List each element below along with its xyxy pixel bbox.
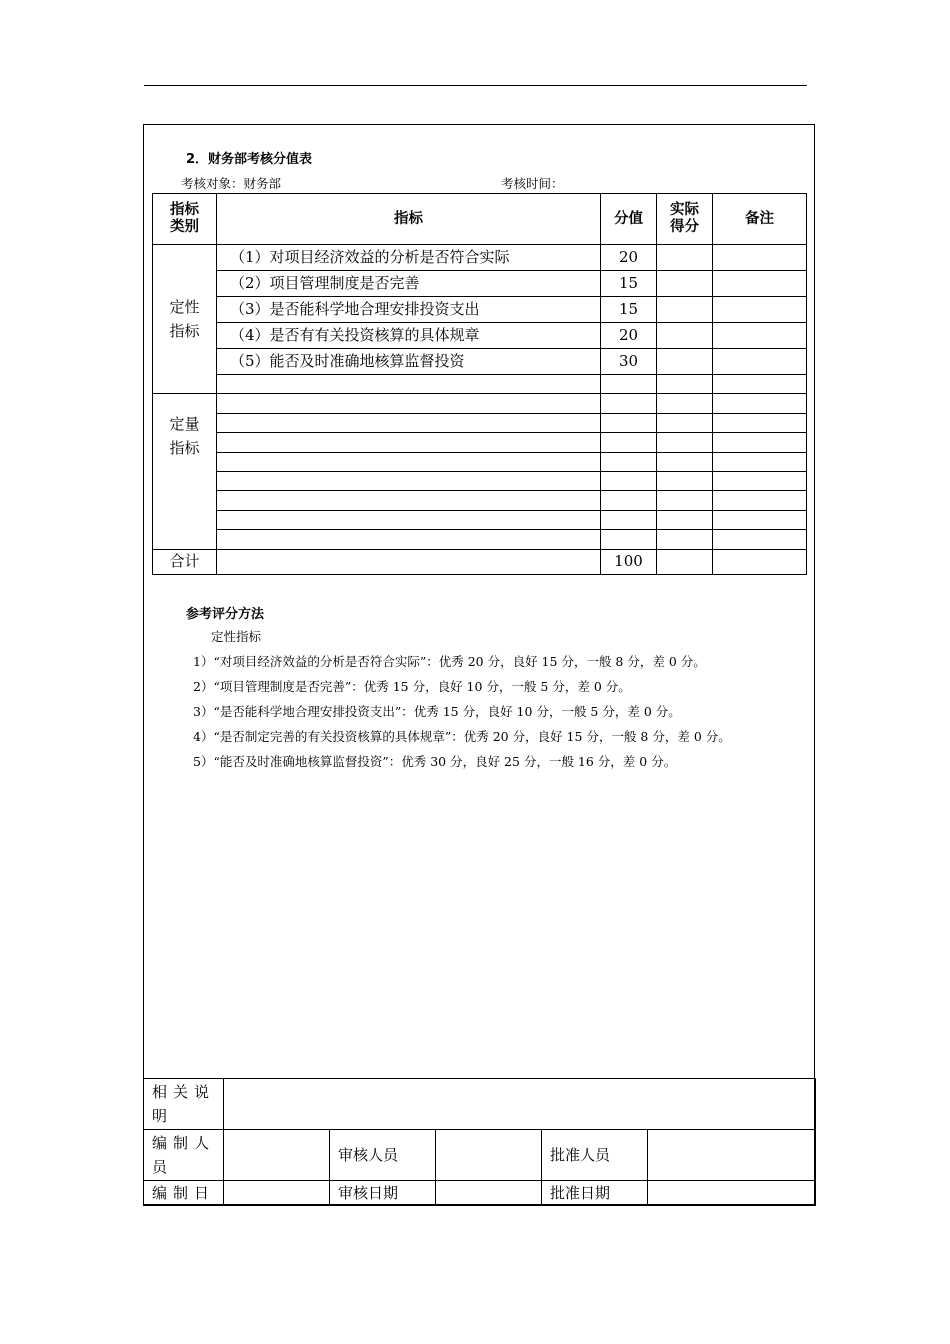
indicator-cell[interactable] <box>217 375 601 394</box>
empty-row <box>153 510 807 529</box>
indicator-cell[interactable] <box>217 530 601 549</box>
table-row <box>153 323 807 349</box>
signature-table <box>143 1078 816 1206</box>
remark-cell[interactable] <box>713 245 807 271</box>
indicator-cell[interactable] <box>217 452 601 471</box>
header-score: 分值 <box>601 194 657 245</box>
score-cell: 20 <box>601 245 657 271</box>
indicator-cell[interactable] <box>217 510 601 529</box>
score-cell[interactable] <box>601 491 657 510</box>
actual-cell[interactable] <box>657 271 713 297</box>
actual-cell[interactable] <box>657 297 713 323</box>
indicator-cell[interactable] <box>217 433 601 452</box>
score-cell[interactable] <box>601 530 657 549</box>
reviewed-date-label: 审核日期 <box>330 1181 436 1206</box>
remark-cell[interactable] <box>713 549 807 574</box>
actual-cell[interactable] <box>657 245 713 271</box>
indicator-cell <box>217 549 601 574</box>
actual-cell[interactable] <box>657 530 713 549</box>
actual-cell[interactable] <box>657 413 713 432</box>
indicator-cell[interactable] <box>217 394 601 413</box>
remark-cell[interactable] <box>713 297 807 323</box>
scoring-rule: 5）“能否及时准确地核算监督投资”：优秀 30 分，良好 25 分，一般 16 分，差 0 分。 <box>193 754 677 769</box>
scoring-rule: 1）“对项目经济效益的分析是否符合实际”：优秀 20 分，良好 15 分，一般 8 分，差 0 分。 <box>193 654 706 669</box>
indicator-cell: （5）能否及时准确地核算监督投资 <box>217 349 601 375</box>
score-cell[interactable] <box>601 413 657 432</box>
indicator-cell: （2）项目管理制度是否完善 <box>217 271 601 297</box>
total-row <box>153 549 807 574</box>
score-cell: 30 <box>601 349 657 375</box>
scoring-rule: 3）“是否能科学地合理安排投资支出”：优秀 15 分，良好 10 分，一般 5 分，差 0 分。 <box>193 704 681 719</box>
score-cell: 15 <box>601 297 657 323</box>
actual-cell[interactable] <box>657 349 713 375</box>
empty-row <box>153 491 807 510</box>
score-cell[interactable] <box>601 433 657 452</box>
actual-cell[interactable] <box>657 394 713 413</box>
date-row <box>144 1181 816 1206</box>
remark-cell[interactable] <box>713 375 807 394</box>
score-cell[interactable] <box>601 510 657 529</box>
approved-by-field[interactable] <box>648 1130 816 1181</box>
empty-row <box>153 433 807 452</box>
score-cell: 15 <box>601 271 657 297</box>
remark-cell[interactable] <box>713 452 807 471</box>
scoring-rule: 2）“项目管理制度是否完善”：优秀 15 分，良好 10 分，一般 5 分，差 0 分。 <box>193 679 631 694</box>
empty-row <box>153 375 807 394</box>
reviewed-date-field[interactable] <box>436 1181 542 1206</box>
actual-cell[interactable] <box>657 471 713 490</box>
remark-cell[interactable] <box>713 394 807 413</box>
remark-cell[interactable] <box>713 471 807 490</box>
table-row <box>153 271 807 297</box>
total-score: 100 <box>601 549 657 574</box>
score-table <box>152 193 807 575</box>
table-row <box>153 349 807 375</box>
header-category: 指标类别 <box>153 194 217 245</box>
approved-date-label: 批准日期 <box>542 1181 648 1206</box>
score-cell[interactable] <box>601 471 657 490</box>
reference-title: 参考评分方法 <box>186 607 265 622</box>
approved-date-field[interactable] <box>648 1181 816 1206</box>
header-row <box>153 194 807 245</box>
reviewed-by-field[interactable] <box>436 1130 542 1181</box>
scoring-rule: 4）“是否制定完善的有关投资核算的具体规章”：优秀 20 分，良好 15 分，一般 8 分，差 0 分。 <box>193 729 731 744</box>
prepared-date-label: 编制日 <box>144 1181 224 1206</box>
score-cell[interactable] <box>601 452 657 471</box>
related-notes-field[interactable] <box>224 1079 816 1130</box>
actual-cell[interactable] <box>657 375 713 394</box>
empty-row <box>153 413 807 432</box>
total-label: 合计 <box>153 549 217 574</box>
indicator-cell: （4）是否有有关投资核算的具体规章 <box>217 323 601 349</box>
indicator-cell[interactable] <box>217 471 601 490</box>
empty-row <box>153 394 807 413</box>
table-row <box>153 245 807 271</box>
header-rule <box>144 85 807 86</box>
remark-cell[interactable] <box>713 491 807 510</box>
prepared-by-label: 编制人员 <box>144 1130 224 1181</box>
actual-cell[interactable] <box>657 433 713 452</box>
score-cell: 20 <box>601 323 657 349</box>
indicator-cell[interactable] <box>217 413 601 432</box>
empty-row <box>153 471 807 490</box>
empty-row <box>153 452 807 471</box>
prepared-by-field[interactable] <box>224 1130 330 1181</box>
notes-row <box>144 1079 816 1130</box>
indicator-cell: （3）是否能科学地合理安排投资支出 <box>217 297 601 323</box>
actual-cell[interactable] <box>657 452 713 471</box>
remark-cell[interactable] <box>713 323 807 349</box>
header-actual: 实际得分 <box>657 194 713 245</box>
reviewed-by-label: 审核人员 <box>330 1130 436 1181</box>
assessment-subject: 考核对象：财务部 <box>181 176 282 191</box>
remark-cell[interactable] <box>713 413 807 432</box>
section-title: 2．财务部考核分值表 <box>186 152 313 167</box>
actual-cell[interactable] <box>657 491 713 510</box>
actual-cell[interactable] <box>657 549 713 574</box>
indicator-cell: （1）对项目经济效益的分析是否符合实际 <box>217 245 601 271</box>
header-indicator: 指标 <box>217 194 601 245</box>
approved-by-label: 批准人员 <box>542 1130 648 1181</box>
prepared-date-field[interactable] <box>224 1181 330 1206</box>
reference-subtitle: 定性指标 <box>211 629 262 644</box>
assessment-time: 考核时间： <box>501 176 564 191</box>
qualitative-category: 定性指标 <box>153 245 217 394</box>
quantitative-category: 定量指标 <box>153 394 217 549</box>
actual-cell[interactable] <box>657 510 713 529</box>
score-cell[interactable] <box>601 394 657 413</box>
indicator-cell[interactable] <box>217 491 601 510</box>
actual-cell[interactable] <box>657 323 713 349</box>
empty-row <box>153 530 807 549</box>
remark-cell[interactable] <box>713 349 807 375</box>
table-row <box>153 297 807 323</box>
remark-cell[interactable] <box>713 271 807 297</box>
personnel-row <box>144 1130 816 1181</box>
remark-cell[interactable] <box>713 510 807 529</box>
score-cell[interactable] <box>601 375 657 394</box>
remark-cell[interactable] <box>713 433 807 452</box>
header-remark: 备注 <box>713 194 807 245</box>
remark-cell[interactable] <box>713 530 807 549</box>
related-notes-label: 相关说明 <box>144 1079 224 1130</box>
